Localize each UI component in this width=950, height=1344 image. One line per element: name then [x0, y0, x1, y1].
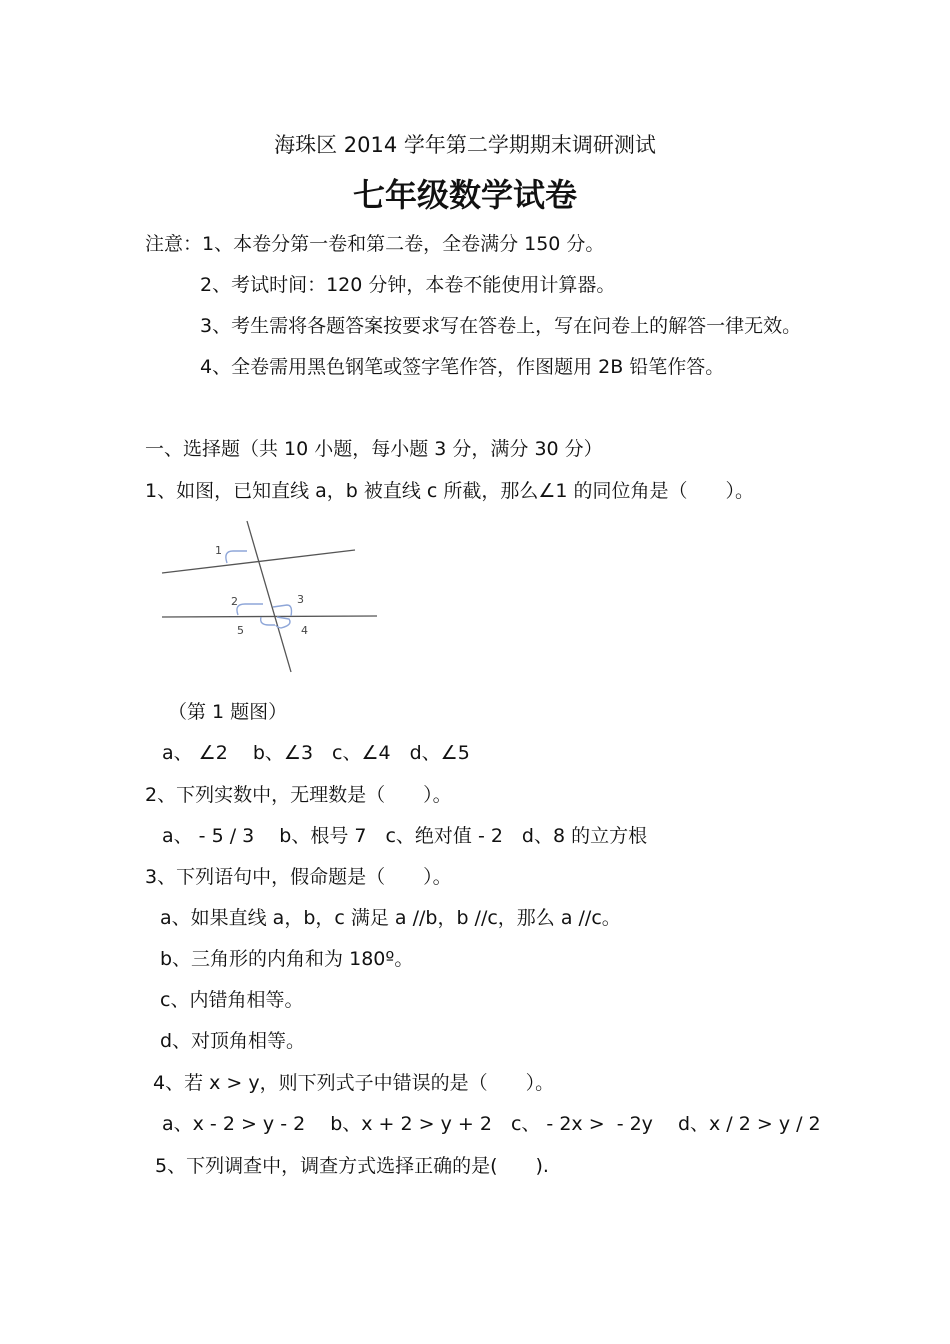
question-1-stem: 1、如图，已知直线 a，b 被直线 c 所截，那么∠1 的同位角是（ ）。: [145, 480, 755, 502]
question-5-stem: 5、下列调查中，调查方式选择正确的是( ).: [155, 1155, 549, 1177]
question-3-option-a: a、如果直线 a，b，c 满足 a //b，b //c，那么 a //c。: [160, 907, 621, 929]
angle-label-1: 1: [215, 544, 222, 557]
exam-title: 七年级数学试卷: [352, 176, 577, 214]
question-3-stem: 3、下列语句中，假命题是（ ）。: [145, 866, 452, 888]
question-1-figure: [155, 515, 385, 677]
angle-5-mark: [261, 617, 275, 625]
angle-2-mark: [237, 604, 263, 615]
angle-label-3: 3: [297, 593, 304, 606]
question-3-option-b: b、三角形的内角和为 180º。: [160, 948, 414, 970]
angle-1-mark: [226, 551, 247, 563]
section-heading: 一、选择题（共 10 小题，每小题 3 分，满分 30 分）: [145, 438, 603, 460]
question-1-caption: （第 1 题图）: [168, 701, 288, 723]
angle-label-4: 4: [301, 624, 308, 637]
question-4-stem: 4、若 x > y，则下列式子中错误的是（ ）。: [153, 1072, 555, 1094]
angle-label-2: 2: [231, 595, 238, 608]
line-c: [247, 521, 291, 672]
angle-label-5: 5: [237, 624, 244, 637]
question-2-stem: 2、下列实数中，无理数是（ ）。: [145, 784, 452, 806]
note-1: 注意：1、本卷分第一卷和第二卷，全卷满分 150 分。: [145, 233, 605, 255]
line-b: [162, 616, 377, 617]
question-2-options: a、 - 5 / 3 b、根号 7 c、绝对值 - 2 d、8 的立方根: [162, 825, 648, 847]
exam-subtitle: 海珠区 2014 学年第二学期期末调研测试: [274, 133, 656, 157]
note-3: 3、考生需将各题答案按要求写在答卷上，写在问卷上的解答一律无效。: [200, 315, 802, 337]
question-3-option-d: d、对顶角相等。: [160, 1030, 306, 1052]
angle-3-mark: [273, 605, 292, 616]
question-3-option-c: c、内错角相等。: [160, 989, 304, 1011]
question-1-options: a、 ∠2 b、∠3 c、∠4 d、∠5: [162, 742, 470, 764]
note-4: 4、全卷需用黑色钢笔或签字笔作答，作图题用 2B 铅笔作答。: [200, 356, 725, 378]
question-4-options: a、x - 2 > y - 2 b、x + 2 > y + 2 c、 - 2x > - 2y d、x / 2 > y / 2: [162, 1113, 821, 1135]
note-2: 2、考试时间：120 分钟，本卷不能使用计算器。: [200, 274, 616, 296]
